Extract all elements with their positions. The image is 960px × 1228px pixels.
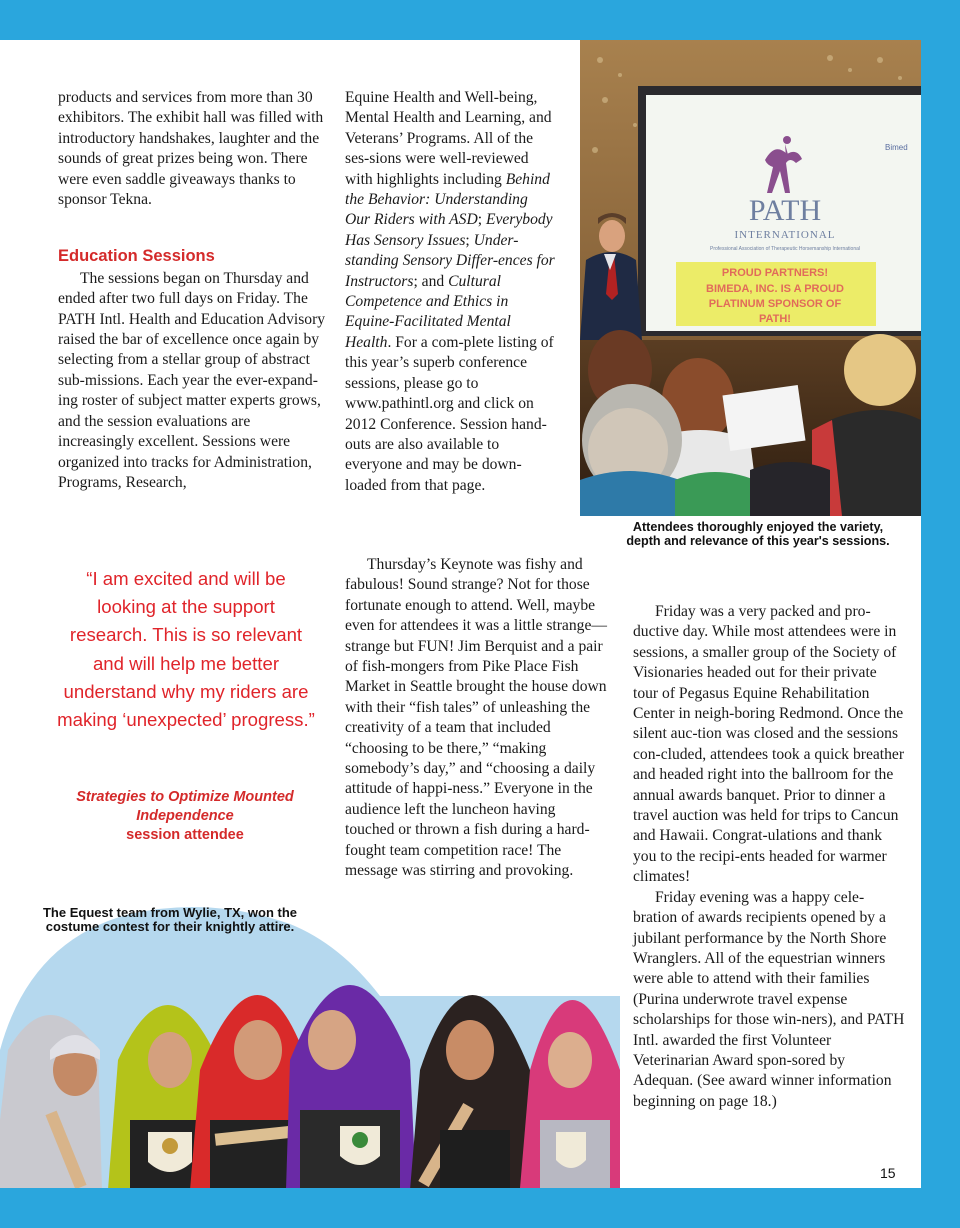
- slide-banner-line-4: PATH!: [759, 313, 791, 325]
- attribution-role: session attendee: [126, 827, 244, 843]
- separator: ;: [465, 231, 474, 249]
- pull-quote: “I am excited and will be looking at the support research. This is so relevant and will help me better understand why my riders are making ‘unexpected’ progress.”: [57, 568, 315, 731]
- separator: ; and: [413, 272, 449, 290]
- col3-paragraph-2: Friday evening was a happy cele-bration of awards recipients opened by a jubilant performance by the North Shore Wranglers. All of the equestrian winners were able to attend with their families (Purina underwrote travel expense scholarships for those win-ners), and PATH Intl. awarded the first Volunteer Veterinarian Award spon-sored by Adequan. (See award winner information beginning on page 18.): [633, 888, 905, 1110]
- col1-paragraph-2: The sessions began on Thursday and ended after two full days on Friday. The PATH Intl. Health and Education Advisory raised the bar of excellence once again by selecting from a stellar group of abstract sub-missions. Each year the ever-expand-ing roster of subject matter experts grows, and the session evaluations are increasingly excellent. Sessions were organized into tracks for Administration, Programs, Research,: [58, 269, 326, 491]
- column-2-keynote: [345, 555, 607, 882]
- column-3: [633, 602, 905, 1112]
- session-title-4: Cultural Competence and Ethics in Equine-Facilitated Mental Health: [345, 272, 511, 351]
- conference-photo-caption: Attendees thoroughly enjoyed the variety, depth and relevance of this year's sessions.: [626, 520, 890, 549]
- session-title-3: Under-standing Sensory Differ-ences for Instructors: [345, 231, 555, 290]
- magazine-page: [0, 40, 921, 1188]
- col2-paragraph-2: Thursday’s Keynote was fishy and fabulous! Sound strange? Not for those fortunate enough to attend. Well, maybe even for attendees it was a little strange—strange but FUN! Jim Berquist and a pair of fish-mongers from Pike Place Fish Market in Seattle brought the house down with their “fish tales” of unleashing the creativity of a team that included “choosing to be there,” “making somebody’s day,” and “choosing a daily attitude of happi-ness.” Everyone in the audience left the luncheon having touched or thrown a fish during a hard-fought team competition race! The message was stirring and provoking.: [345, 556, 607, 880]
- col2-paragraph-1: [345, 88, 555, 496]
- col3-paragraph-1: Friday was a very packed and pro-ductive day. While most attendees were in sessions, a smaller group of the Society of Visionaries headed out for their private tour of Pegasus Equine Rehabilitation Center in neigh-boring Redmond. Once the silent auc-tion was closed and the sessions con-cluded, attendees took a quick breather and headed right into the ballroom for the annual awards banquet. Prior to dinner a travel auction was held for trips to Cancun and Hawaii. Congrat-ulations and thank you to the recipi-ents headed for warmer climates!: [633, 603, 905, 886]
- page-number: 15: [880, 1165, 896, 1181]
- slide-subtitle: INTERNATIONAL: [734, 229, 836, 241]
- col1-paragraph-1: products and services from more than 30 exhibitors. The exhibit hall was filled with introductory handshakes, laughter and the sounds of great prizes being won. There were even saddle giveaways thanks to sponsor Tekna.: [58, 89, 324, 209]
- slide-banner-line-2: BIMEDA, INC. IS A PROUD: [706, 283, 844, 295]
- team-photo-caption: The Equest team from Wylie, TX, won the costume contest for their knightly attire.: [42, 905, 298, 935]
- slide-banner-line-3: PLATINUM SPONSOR OF: [708, 298, 842, 310]
- slide-title: PATH: [748, 194, 822, 227]
- conference-photo: [580, 40, 921, 516]
- section-heading: Education Sessions: [58, 247, 215, 266]
- slide-banner-line-1: PROUD PARTNERS!: [721, 267, 829, 279]
- column-1: [58, 88, 326, 493]
- session-title-1: Behind the Behavior: Understanding Our Riders with ASD: [345, 170, 550, 229]
- slide-small-print: Professional Association of Therapeutic Horsemanship International: [710, 246, 860, 252]
- col2-text-a: Equine Health and Well-being, Mental Health and Learning, and Veterans’ Programs. All of the ses-sions were well-reviewed with highlights including: [345, 89, 552, 188]
- team-photo-illustration: [0, 900, 620, 1188]
- attribution-session-title: Strategies to Optimize Mounted Independence: [76, 789, 294, 824]
- col2-text-b: . For a com-plete listing of this year’s superb conference sessions, please go to www.pathintl.org and click on 2012 Conference. Session hand-outs are also available to everyone and may be down-loaded from that page.: [345, 333, 554, 494]
- slide-corner-logo: Bimed: [885, 143, 908, 152]
- session-title-2: Everybody Has Sensory Issues: [345, 211, 553, 249]
- separator: ;: [477, 211, 486, 229]
- quote-attribution: [60, 788, 310, 845]
- conference-photo-illustration: [580, 40, 921, 516]
- team-photo: [0, 900, 620, 1188]
- team-member-1: [0, 1015, 102, 1188]
- column-2: [345, 88, 555, 496]
